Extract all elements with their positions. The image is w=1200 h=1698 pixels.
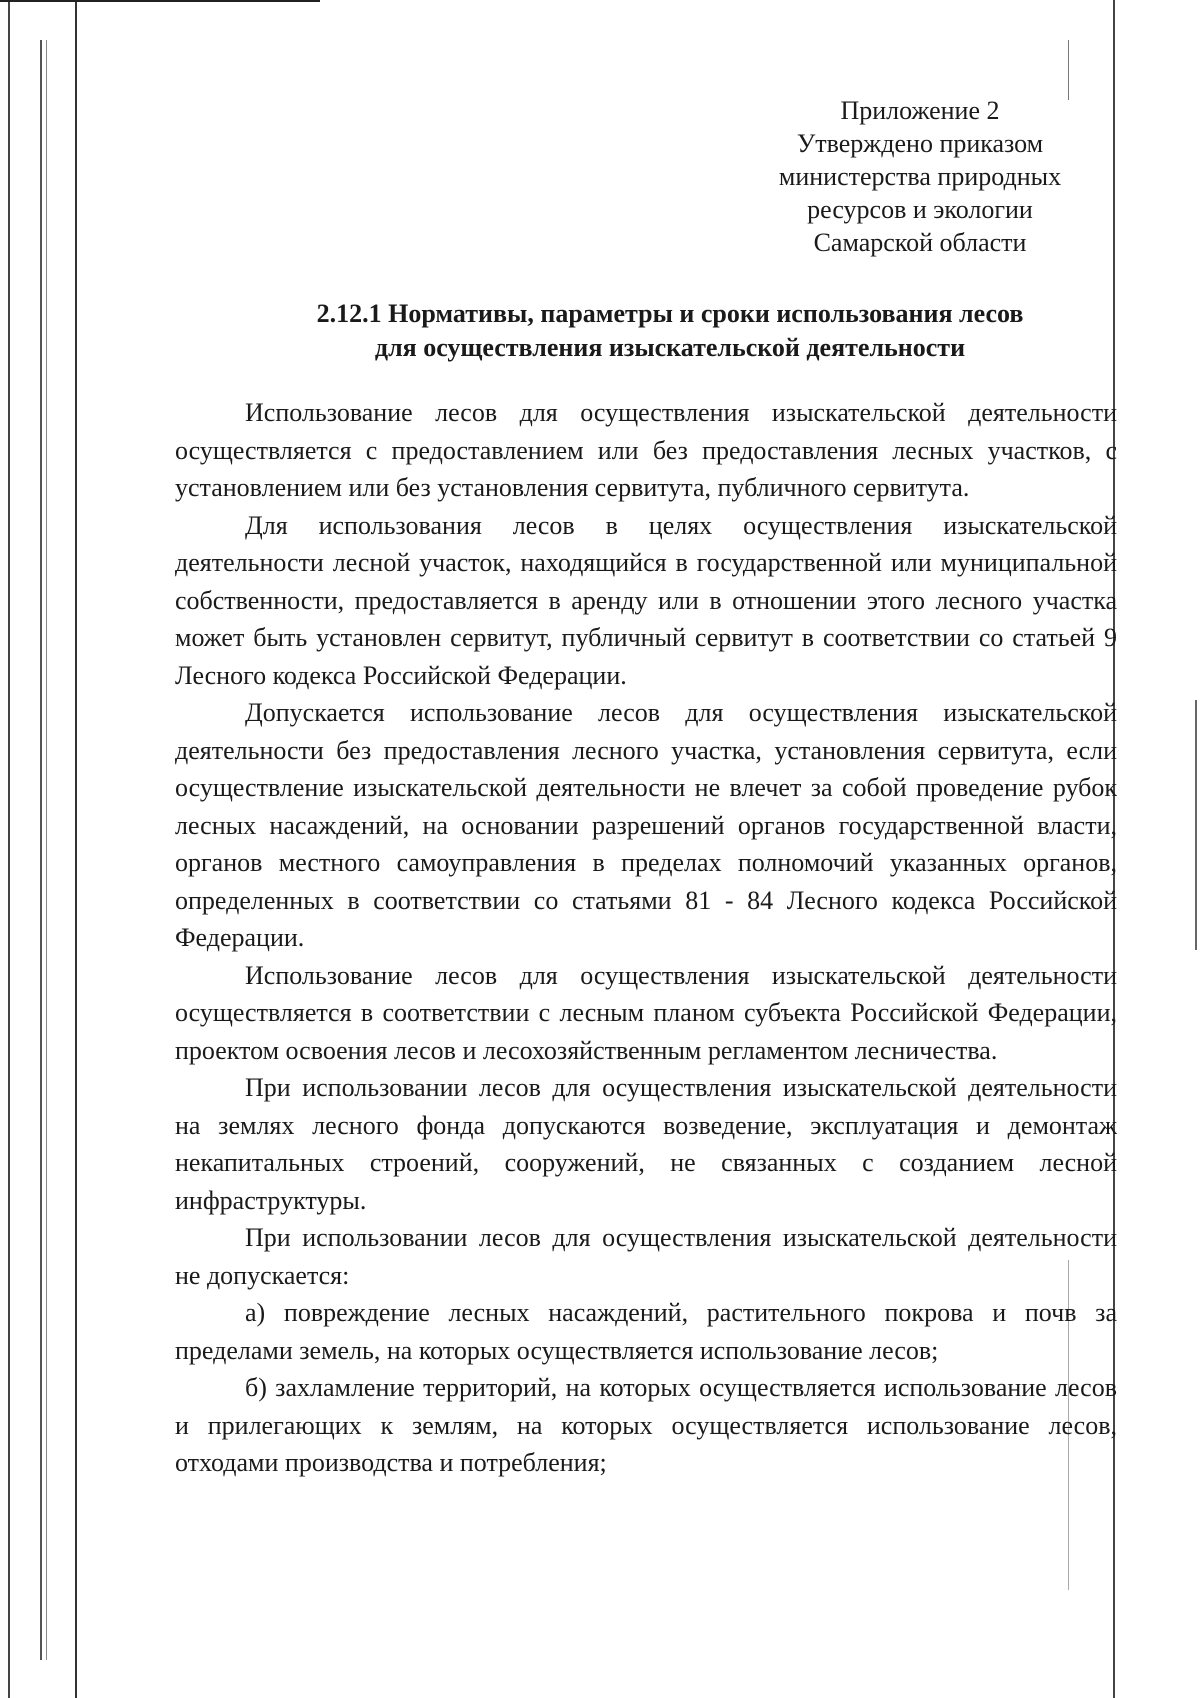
scan-edge-left-inner	[40, 40, 42, 1660]
approval-line: Самарской области	[813, 228, 1027, 257]
section-heading	[260, 297, 1080, 365]
scan-edge-far-right	[1195, 700, 1197, 950]
paragraph: Допускается использование лесов для осуществления изыскательской деятельности без предоставления лесного участка, установления сервитута, если осуществление изыскательской деятельности не влечет за собой проведение рубок лесных насаждений, на основании разрешений органов государственной власти, органов местного самоуправления в пределах полномочий указанных органов, определенных в соответствии со статьями 81 - 84 Лесного кодекса Российской Федерации.	[175, 698, 1117, 952]
scan-edge-left-inner-2	[46, 40, 47, 1660]
heading-line: 2.12.1 Нормативы, параметры и сроки использования лесов	[316, 299, 1024, 328]
paragraph: При использовании лесов для осуществления изыскательской деятельности на землях лесного фонда допускаются возведение, эксплуатация и демонтаж некапитальных строений, сооружений, не связанных с созданием лесной инфраструктуры.	[175, 1073, 1117, 1215]
paragraph: При использовании лесов для осуществления изыскательской деятельности не допускается:	[175, 1223, 1117, 1290]
approval-block	[740, 94, 1100, 259]
document-body	[175, 394, 1117, 1482]
approval-line: Утверждено приказом	[796, 129, 1044, 158]
paragraph: Для использования лесов в целях осуществления изыскательской деятельности лесной участок, находящийся в государственной или муниципальной собственности, предоставляется в аренду или в отношении этого лесного участка может быть установлен сервитут, публичный сервитут в соответствии со статьей 9 Лесного кодекса Российской Федерации.	[175, 510, 1117, 690]
scan-edge-left	[8, 0, 10, 1698]
list-item: а) повреждение лесных насаждений, растительного покрова и почв за пределами земель, на которых осуществляется использование лесов;	[175, 1298, 1117, 1365]
approval-line: министерства природных	[778, 162, 1062, 191]
approval-line: Приложение 2	[840, 96, 1000, 125]
heading-line: для осуществления изыскательской деятельности	[374, 333, 966, 362]
scan-dash-right	[1068, 40, 1069, 100]
approval-line: ресурсов и экологии	[807, 195, 1033, 224]
scan-edge-left-vertical	[75, 0, 77, 1698]
paragraph: Использование лесов для осуществления изыскательской деятельности осуществляется с предоставлением или без предоставления лесных участков, с установлением или без установления сервитута, публичного сервитута.	[175, 398, 1117, 502]
scan-edge-top	[0, 0, 320, 2]
list-item: б) захламление территорий, на которых осуществляется использование лесов и прилегающих к землям, на которых осуществляется использование лесов, отходами производства и потребления;	[175, 1373, 1117, 1477]
paragraph: Использование лесов для осуществления изыскательской деятельности осуществляется в соответствии с лесным планом субъекта Российской Федерации, проектом освоения лесов и лесохозяйственным регламентом лесничества.	[175, 960, 1117, 1065]
